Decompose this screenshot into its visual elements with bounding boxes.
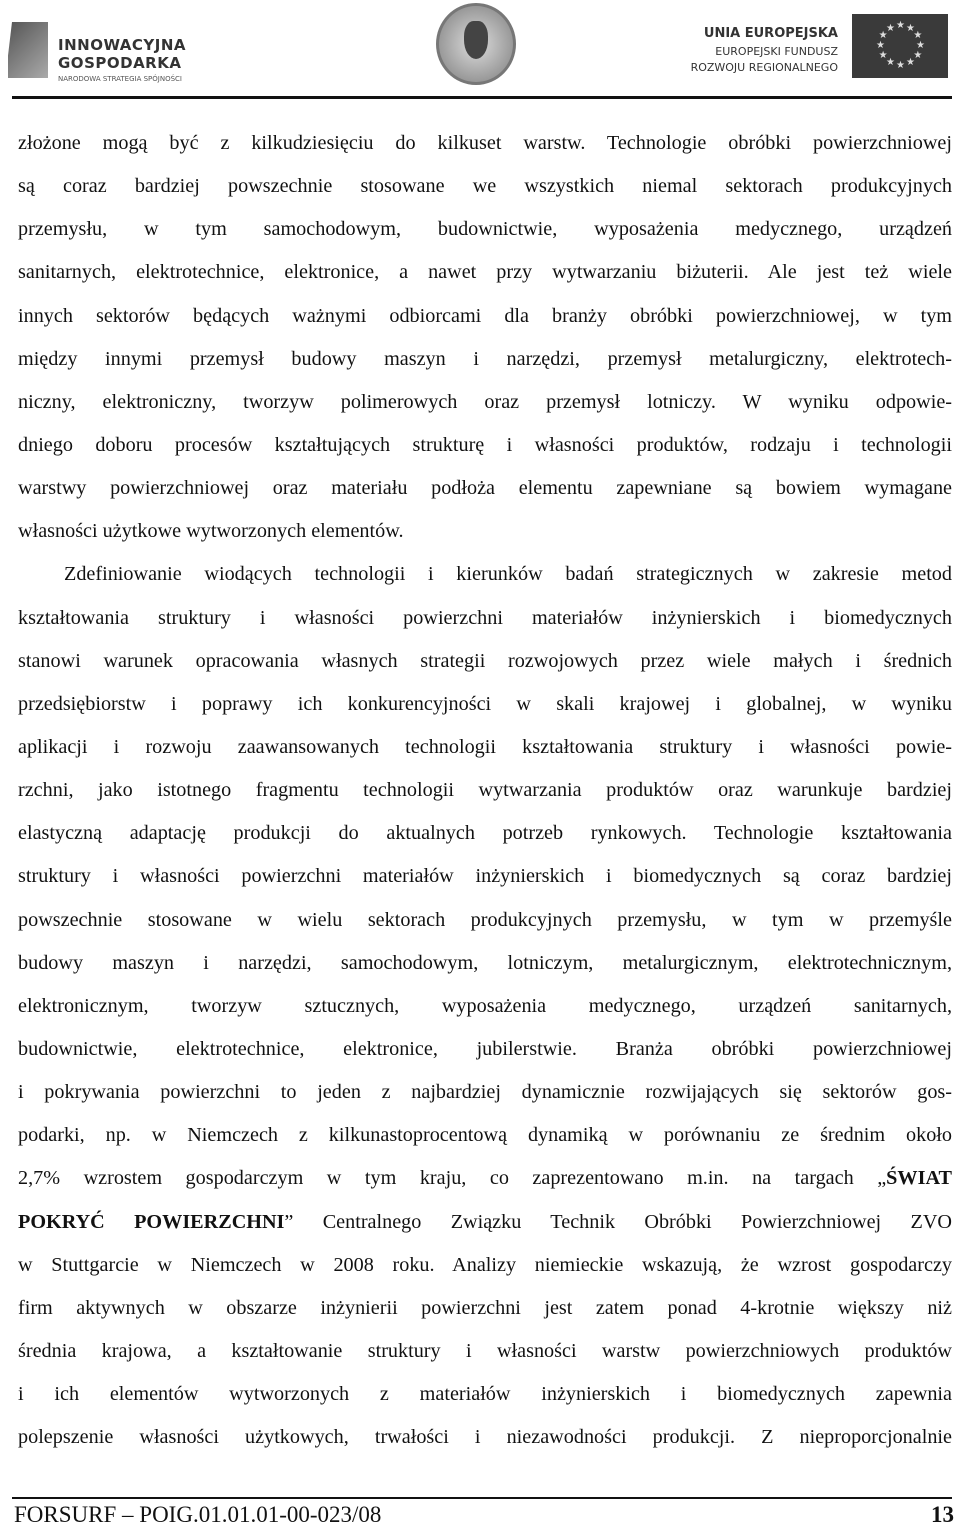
logo-text: ROZWOJU REGIONALNEGO [690, 61, 838, 74]
text-segment: między innymi przemysł budowy maszyn i narzędzi, przemysł metalurgiczny, elektrotech- [18, 347, 952, 370]
text-line [18, 516, 952, 559]
text-line [18, 430, 952, 473]
forsurf-emblem-logo [436, 3, 516, 85]
text-segment: innych sektorów będących ważnymi odbiorcami dla branży obróbki powierzchniowej, w tym [18, 304, 952, 327]
star-icon: ★ [906, 57, 915, 69]
text-line [18, 905, 952, 948]
text-line [18, 1293, 952, 1336]
text-segment: elektronicznym, tworzyw sztucznych, wyposażenia medycznego, urządzeń sanitarnych, [18, 994, 952, 1017]
text-line [18, 473, 952, 516]
logo-text: NARODOWA STRATEGIA SPÓJNOŚCI [58, 75, 182, 83]
text-line [18, 646, 952, 689]
text-line [18, 991, 952, 1034]
text-segment: elastyczną adaptację produkcji do aktualnych potrzeb rynkowych. Technologie kształtowania [18, 822, 952, 845]
text-segment: powszechnie stosowane w wielu sektorach produkcyjnych przemysłu, w tym w przemyśle [18, 908, 952, 931]
text-line [18, 301, 952, 344]
text-line [18, 775, 952, 818]
star-icon: ★ [896, 60, 905, 71]
star-icon: ★ [876, 40, 885, 51]
star-icon: ★ [886, 22, 895, 34]
text-line [18, 1379, 952, 1422]
text-line [18, 1120, 952, 1163]
text-line [18, 861, 952, 904]
eu-fund-logo [608, 14, 948, 80]
footer-divider [12, 1497, 952, 1499]
text-line [18, 732, 952, 775]
bold-text: ŚWIAT [886, 1167, 952, 1190]
star-icon: ★ [916, 40, 925, 51]
body-text [18, 128, 952, 1465]
text-line [18, 128, 952, 171]
project-id: FORSURF – POIG.01.01.01-00-023/08 [14, 1502, 382, 1527]
text-line [18, 387, 952, 430]
text-line [18, 689, 952, 732]
text-line [18, 559, 952, 602]
text-segment: i pokrywania powierzchni to jeden z najbardziej dynamicznie rozwijających się sektorów gos- [18, 1081, 952, 1104]
text-line [18, 171, 952, 214]
star-flag-icon [8, 22, 48, 78]
text-segment: firm aktywnych w obszarze inżynierii powierzchni jest zatem ponad 4-krotnie większy niż [18, 1296, 952, 1319]
text-segment: niczny, elektroniczny, tworzyw polimerowych oraz przemysł lotniczy. W wyniku odpowie- [18, 390, 952, 413]
text-segment: warstwy powierzchniowej oraz materiału podłoża elementu zapewniane są bowiem wymagane [18, 477, 952, 500]
text-segment: aplikacji i rozwoju zaawansowanych technologii kształtowania struktury i własności powie- [18, 735, 952, 758]
page-header [0, 0, 960, 100]
text-segment: polepszenie własności użytkowych, trwałości i niezawodności produkcji. Z nieproporcjonalnie [18, 1426, 952, 1449]
logo-text: EUROPEJSKI FUNDUSZ [715, 45, 838, 58]
text-segment: podarki, np. w Niemczech z kilkunastoprocentową dynamiką w porównaniu ze średnim około [18, 1124, 952, 1147]
text-segment: są coraz bardziej powszechnie stosowane we wszystkich niemal sektorach produkcyjnych [18, 175, 952, 198]
innowacyjna-gospodarka-logo [8, 20, 208, 83]
text-line [18, 344, 952, 387]
star-icon: ★ [878, 30, 888, 41]
text-segment: średnia krajowa, a kształtowanie struktury i własności warstw powierzchniowych produktów [18, 1339, 952, 1362]
text-segment: budownictwie, elektrotechnice, elektronice, jubilerstwie. Branża obróbki powierzchniowej [18, 1037, 952, 1060]
text-line [18, 603, 952, 646]
text-segment: kształtowania struktury i własności powierzchni materiałów inżynierskich i biomedycznych [18, 606, 952, 629]
page-number: 13 [931, 1502, 954, 1527]
text-segment: własności użytkowe wytworzonych elementów. [18, 520, 404, 543]
text-segment: Zdefiniowanie wiodących technologii i kierunków badań strategicznych w zakresie metod [64, 563, 952, 586]
text-segment: ” Centralnego Związku Technik Obróbki Powierzchniowej ZVO [284, 1210, 952, 1233]
text-segment: złożone mogą być z kilkudziesięciu do kilkuset warstw. Technologie obróbki powierzchniowej [18, 132, 952, 154]
text-line [18, 214, 952, 257]
text-line [18, 1336, 952, 1379]
text-segment: struktury i własności powierzchni materiałów inżynierskich i biomedycznych są coraz bardziej [18, 865, 952, 888]
eu-flag-icon [852, 14, 948, 78]
text-line [18, 1077, 952, 1120]
text-line [18, 1034, 952, 1077]
logo-text: UNIA EUROPEJSKA [703, 26, 838, 41]
header-divider [12, 96, 952, 99]
text-segment: rzchni, jako istotnego fragmentu technologii wytwarzania produktów oraz warunkuje bardziej [18, 779, 952, 802]
star-icon: ★ [913, 50, 923, 61]
text-line [18, 1207, 952, 1250]
star-icon: ★ [906, 22, 915, 34]
star-icon: ★ [886, 57, 895, 69]
text-line [18, 257, 952, 300]
text-line [18, 818, 952, 861]
text-segment: dniego doboru procesów kształtujących strukturę i własności produktów, rodzaju i technologii [18, 433, 952, 456]
star-icon: ★ [913, 30, 923, 41]
logo-text: GOSPODARKA [58, 54, 182, 72]
text-segment: sanitarnych, elektrotechnice, elektronice, a nawet przy wytwarzaniu biżuterii. Ale jest też wiele [18, 261, 952, 284]
text-segment: przedsiębiorstw i poprawy ich konkurencyjności w skali krajowej i globalnej, w wyniku [18, 692, 952, 715]
star-icon: ★ [878, 50, 888, 61]
text-line [18, 1163, 952, 1206]
bold-text: POKRYĆ POWIERZCHNI [18, 1210, 285, 1233]
text-segment: przemysłu, w tym samochodowym, budownictwie, wyposażenia medycznego, urządzeń [18, 218, 952, 241]
text-line [18, 1250, 952, 1293]
logo-text: INNOWACYJNA [58, 36, 187, 54]
text-segment: w Stuttgarcie w Niemczech w 2008 roku. Analizy niemieckie wskazują, że wzrost gospodarczy [18, 1253, 952, 1276]
star-icon: ★ [896, 20, 905, 31]
text-segment: i ich elementów wytworzonych z materiałów inżynierskich i biomedycznych zapewnia [18, 1383, 952, 1406]
text-line [18, 1422, 952, 1465]
text-segment: 2,7% wzrostem gospodarczym w tym kraju, co zaprezentowano m.in. na targach „ [18, 1167, 887, 1190]
text-segment: budowy maszyn i narzędzi, samochodowym, lotniczym, metalurgicznym, elektrotechnicznym, [18, 951, 952, 974]
text-segment: stanowi warunek opracowania własnych strategii rozwojowych przez wiele małych i średnich [18, 649, 952, 672]
text-line [18, 948, 952, 991]
